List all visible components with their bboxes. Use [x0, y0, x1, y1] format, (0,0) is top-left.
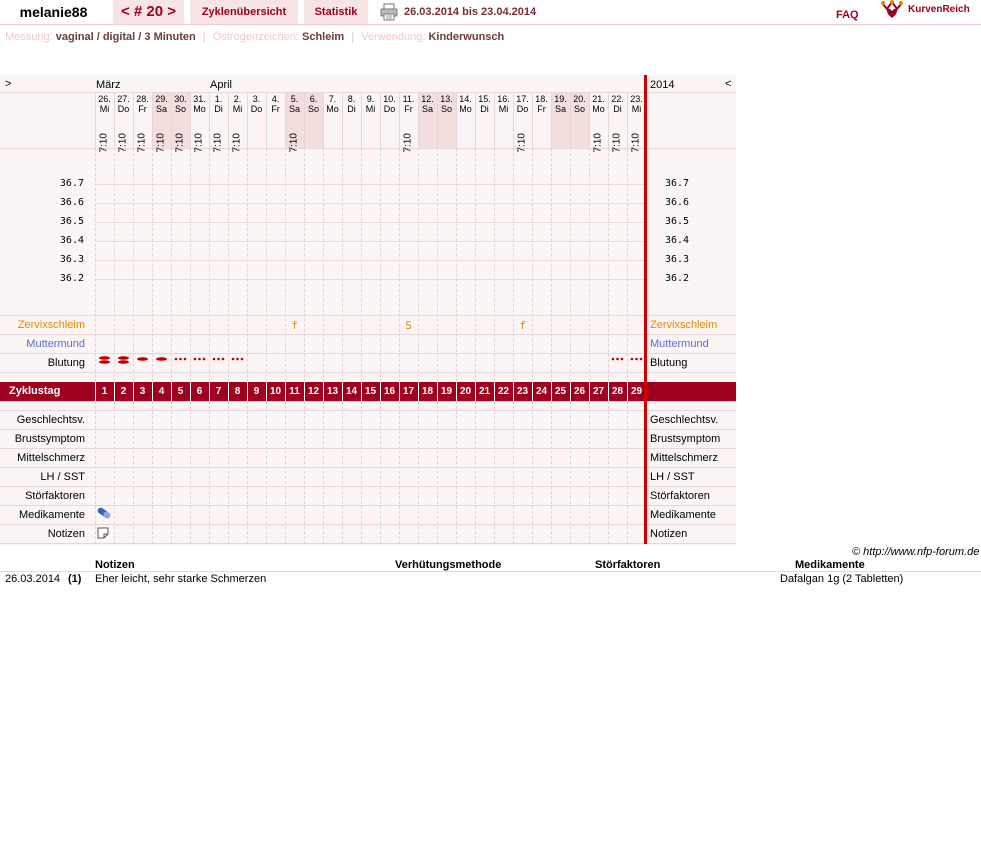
measure-time: 7:10 — [193, 133, 205, 153]
grid-line — [0, 410, 736, 411]
cervix-mark: f — [291, 319, 298, 332]
day-weekday: Mi — [99, 104, 110, 114]
row-label-blutung-right: Blutung — [650, 357, 688, 369]
row-label-brust: Brustsymptom — [14, 433, 85, 445]
day-date: 1. — [214, 94, 223, 104]
day-weekday: Sa — [421, 104, 433, 114]
row-label-cervix-right: Zervixschleim — [650, 319, 718, 331]
day-gridline — [266, 148, 267, 382]
day-weekday: Sa — [288, 104, 300, 114]
day-gridline — [285, 401, 286, 544]
row-label-stoer: Störfaktoren — [25, 490, 85, 502]
day-weekday: Mo — [592, 104, 605, 114]
cycle-day-number: 11 — [289, 386, 300, 397]
day-gridline — [247, 148, 248, 382]
day-date: 31. — [193, 94, 206, 104]
day-date: 3. — [252, 94, 261, 104]
bleeding-mark-spotting — [228, 355, 247, 365]
col-medication: Medikamente — [795, 559, 865, 571]
day-weekday: So — [573, 104, 585, 114]
day-date: 5. — [290, 94, 299, 104]
month-label-2: April — [210, 79, 233, 91]
row-label-notizen: Notizen — [47, 528, 85, 540]
measurement-info: Messung: vaginal / digital / 3 Minuten | Östrogenzeichen: Schleim | Verwendung: Kinderwunsch — [5, 31, 505, 43]
cycle-day-number: 16 — [383, 386, 396, 397]
day-gridline — [247, 401, 248, 544]
row-label-brust-right: Brustsymptom — [650, 433, 721, 445]
day-weekday: Di — [214, 104, 223, 114]
grid-line — [0, 524, 736, 525]
note-icon[interactable] — [97, 527, 110, 539]
day-gridline — [323, 401, 324, 544]
grid-line — [0, 448, 736, 449]
day-date: 4. — [271, 94, 280, 104]
day-gridline — [551, 401, 552, 544]
day-gridline — [304, 148, 305, 382]
row-label-muttermund: Muttermund — [26, 338, 85, 350]
y-tick-label-right: 36.4 — [665, 235, 690, 246]
day-date: 30. — [174, 94, 187, 104]
day-gridline — [589, 401, 590, 544]
day-gridline — [627, 148, 628, 382]
y-tick-label: 36.2 — [59, 273, 84, 284]
grid-line — [0, 353, 736, 354]
day-gridline — [380, 401, 381, 544]
day-gridline — [361, 148, 362, 382]
day-gridline — [209, 401, 210, 544]
row-label-cervix: Zervixschleim — [17, 319, 85, 331]
copyright[interactable]: © http://www.nfp-forum.de — [852, 546, 980, 558]
grid-line — [0, 372, 736, 373]
cycle-day-number: 26 — [573, 386, 586, 397]
day-weekday: So — [440, 104, 452, 114]
day-gridline — [190, 148, 191, 382]
row-label-geschlecht: Geschlechtsv. — [16, 414, 85, 426]
logo-text: KurvenReich — [908, 4, 970, 15]
entry-note: Eher leicht, sehr starke Schmerzen — [95, 573, 267, 585]
day-date: 6. — [309, 94, 318, 104]
temp-grid-line — [95, 279, 646, 280]
day-gridline — [380, 148, 381, 382]
day-gridline — [95, 401, 96, 544]
bleeding-mark-spotting — [608, 355, 627, 365]
col-disturbance: Störfaktoren — [595, 559, 661, 571]
measure-time: 7:10 — [212, 133, 224, 153]
pill-icon[interactable] — [96, 506, 112, 520]
date-range: 26.03.2014 bis 23.04.2014 — [404, 6, 537, 18]
day-gridline — [361, 401, 362, 544]
day-date: 9. — [366, 94, 375, 104]
row-label-medi-right: Medikamente — [650, 509, 717, 521]
cycle-day-number: 8 — [234, 386, 241, 397]
day-gridline — [342, 148, 343, 382]
day-weekday: Sa — [554, 104, 566, 114]
y-tick-label: 36.7 — [59, 178, 84, 189]
top-bar — [0, 0, 981, 25]
cycle-day-number: 13 — [326, 386, 339, 397]
chart-end-line — [644, 75, 647, 382]
printer-icon[interactable] — [380, 3, 398, 21]
grid-line — [0, 486, 736, 487]
day-gridline — [589, 148, 590, 382]
measure-time: 7:10 — [611, 133, 623, 153]
estrogen-value: Schleim — [302, 31, 345, 43]
measure-time: 7:10 — [136, 133, 148, 153]
day-date: 10. — [383, 94, 396, 104]
day-gridline — [114, 148, 115, 382]
day-gridline — [494, 148, 495, 382]
row-label-geschlecht-right: Geschlechtsv. — [650, 414, 719, 426]
day-gridline — [608, 401, 609, 544]
temp-grid-line — [95, 241, 646, 242]
measure-time: 7:10 — [516, 133, 528, 153]
cycle-day-number: 29 — [630, 386, 643, 397]
day-date: 27. — [117, 94, 130, 104]
day-gridline — [532, 148, 533, 382]
y-tick-label-right: 36.3 — [665, 254, 690, 265]
temp-grid-line — [95, 203, 646, 204]
cycle-day-number: 3 — [139, 386, 146, 397]
bleeding-mark-spotting — [171, 355, 190, 365]
usage-label: Verwendung: — [361, 31, 426, 43]
cycle-day-number: 15 — [364, 386, 377, 397]
bleeding-mark-spotting — [209, 355, 228, 365]
cycle-day-number: 17 — [402, 386, 415, 397]
day-gridline — [342, 401, 343, 544]
tab-statistics[interactable]: Statistik — [304, 0, 368, 24]
grid-line — [0, 315, 736, 316]
day-gridline — [532, 401, 533, 544]
day-date: 15. — [478, 94, 491, 104]
y-tick-label-right: 36.7 — [665, 178, 690, 189]
cycle-day-number: 6 — [196, 386, 203, 397]
day-date: 2. — [233, 94, 242, 104]
day-date: 28. — [136, 94, 149, 104]
nav-right[interactable]: < — [725, 78, 732, 90]
tab-cycle-overview[interactable]: Zyklenübersicht — [190, 0, 298, 24]
row-label-stoer-right: Störfaktoren — [650, 490, 710, 502]
day-weekday: Do — [516, 104, 529, 114]
y-tick-label-right: 36.2 — [665, 273, 690, 284]
cycle-day-number: 25 — [554, 386, 567, 397]
day-gridline — [608, 148, 609, 382]
bleeding-mark-medium — [152, 355, 171, 365]
day-date: 8. — [347, 94, 356, 104]
cycle-day-number: 23 — [516, 386, 529, 397]
cycle-day-number: 22 — [497, 386, 510, 397]
day-date: 29. — [155, 94, 168, 104]
day-gridline — [551, 148, 552, 382]
day-date: 11. — [402, 94, 415, 104]
day-gridline — [152, 401, 153, 544]
day-gridline — [114, 401, 115, 544]
y-tick-label-right: 36.5 — [665, 216, 690, 227]
day-gridline — [133, 148, 134, 382]
day-weekday: Do — [383, 104, 396, 114]
measure-time: 7:10 — [174, 133, 186, 153]
day-weekday: Mo — [326, 104, 339, 114]
measure-time: 7:10 — [402, 133, 414, 153]
cycle-chart — [0, 75, 736, 545]
cycle-day-number: 4 — [158, 386, 165, 397]
day-weekday: Mi — [365, 104, 376, 114]
day-date: 12. — [421, 94, 434, 104]
cycle-day-number: 28 — [611, 386, 624, 397]
entry-cycle-day: (1) — [68, 573, 82, 585]
row-label-mittel: Mittelschmerz — [17, 452, 85, 464]
y-tick-label: 36.5 — [59, 216, 84, 227]
faq-link[interactable]: FAQ — [836, 9, 859, 21]
measure-time: 7:10 — [155, 133, 167, 153]
day-date: 22. — [611, 94, 624, 104]
day-gridline — [627, 401, 628, 544]
grid-line — [0, 401, 736, 402]
cervix-mark: S — [405, 319, 412, 332]
day-date: 23. — [630, 94, 643, 104]
y-tick-label: 36.6 — [59, 197, 84, 208]
measure-time: 7:10 — [630, 133, 642, 153]
estrogen-label: Östrogenzeichen: — [212, 31, 299, 43]
temp-grid-line — [95, 184, 646, 185]
day-date: 7. — [328, 94, 337, 104]
row-label-mittel-right: Mittelschmerz — [650, 452, 718, 464]
cycle-day-number: 10 — [269, 386, 282, 397]
temp-grid-line — [95, 260, 646, 261]
day-weekday: Mo — [193, 104, 206, 114]
day-gridline — [570, 148, 571, 382]
year-label: 2014 — [650, 79, 675, 91]
row-label-notizen-right: Notizen — [650, 528, 688, 540]
cervix-mark: f — [519, 319, 526, 332]
y-tick-label: 36.4 — [59, 235, 84, 246]
notes-table-header — [0, 559, 981, 572]
row-label-lh-right: LH / SST — [650, 471, 695, 483]
day-date: 18. — [535, 94, 548, 104]
bleeding-mark-strong — [95, 355, 114, 365]
logo[interactable] — [880, 0, 981, 22]
cycle-day-bar — [0, 382, 736, 401]
day-gridline — [475, 401, 476, 544]
cycle-day-number: 2 — [120, 386, 127, 397]
day-gridline — [133, 401, 134, 544]
day-gridline — [437, 401, 438, 544]
grid-line — [0, 543, 736, 544]
usage-value: Kinderwunsch — [428, 31, 505, 43]
day-weekday: Do — [250, 104, 263, 114]
username[interactable]: melanie88 — [19, 4, 88, 20]
day-date: 16. — [497, 94, 510, 104]
cycle-day-number: 1 — [101, 386, 108, 397]
day-weekday: So — [174, 104, 186, 114]
day-date: 26. — [98, 94, 111, 104]
day-weekday: Mi — [232, 104, 243, 114]
measure-time: 7:10 — [117, 133, 129, 153]
bleeding-mark-medium — [133, 355, 152, 365]
day-gridline — [323, 148, 324, 382]
cycle-day-number: 24 — [535, 386, 548, 397]
grid-line — [0, 334, 736, 335]
day-gridline — [399, 401, 400, 544]
day-weekday: Mi — [498, 104, 509, 114]
cycle-day-number: 19 — [440, 386, 453, 397]
cycle-day-number: 14 — [345, 386, 358, 397]
day-gridline — [190, 401, 191, 544]
cycle-day-number: 12 — [307, 386, 320, 397]
day-gridline — [285, 148, 286, 382]
day-gridline — [171, 401, 172, 544]
day-weekday: Mo — [459, 104, 472, 114]
col-contraception: Verhütungsmethode — [395, 559, 502, 571]
grid-line — [0, 429, 736, 430]
bleeding-mark-strong — [114, 355, 133, 365]
cycle-day-number: 27 — [592, 386, 605, 397]
day-gridline — [418, 401, 419, 544]
day-gridline — [456, 401, 457, 544]
day-weekday: Di — [613, 104, 622, 114]
day-gridline — [228, 401, 229, 544]
day-gridline — [418, 148, 419, 382]
day-gridline — [437, 148, 438, 382]
day-gridline — [494, 401, 495, 544]
nav-left[interactable]: > — [5, 78, 12, 90]
measure-label: Messung: — [5, 31, 53, 43]
cycle-day-number: 7 — [215, 386, 222, 397]
y-tick-label-right: 36.6 — [665, 197, 690, 208]
row-label-lh: LH / SST — [40, 471, 85, 483]
day-weekday: Fr — [404, 104, 413, 114]
measure-time: 7:10 — [592, 133, 604, 153]
day-weekday: Fr — [138, 104, 147, 114]
row-label-zyklustag: Zyklustag — [9, 385, 61, 397]
crown-heart-icon — [880, 0, 904, 20]
day-date: 17. — [516, 94, 529, 104]
measure-time: 7:10 — [288, 133, 300, 153]
day-gridline — [228, 148, 229, 382]
cycle-day-number: 18 — [421, 386, 434, 397]
day-weekday: Di — [480, 104, 489, 114]
day-date: 13. — [440, 94, 453, 104]
row-label-muttermund-right: Muttermund — [650, 338, 709, 350]
day-gridline — [171, 148, 172, 382]
day-weekday: Mi — [631, 104, 642, 114]
measure-time: 7:10 — [231, 133, 243, 153]
day-gridline — [399, 148, 400, 382]
entry-date: 26.03.2014 — [5, 573, 61, 585]
row-label-blutung: Blutung — [47, 357, 85, 369]
entry-medication: Dafalgan 1g (2 Tabletten) — [780, 573, 904, 585]
day-date: 20. — [573, 94, 586, 104]
day-date: 21. — [592, 94, 605, 104]
day-gridline — [475, 148, 476, 382]
cycle-nav[interactable]: < # 20 > — [113, 0, 184, 24]
day-gridline — [152, 148, 153, 382]
y-tick-label: 36.3 — [59, 254, 84, 265]
cycle-day-number: 5 — [177, 386, 184, 397]
grid-line — [0, 92, 736, 93]
bleeding-mark-spotting — [190, 355, 209, 365]
month-label-1: März — [96, 79, 121, 91]
day-weekday: Fr — [271, 104, 280, 114]
bleeding-mark-spotting — [627, 355, 646, 365]
col-notes: Notizen — [95, 559, 135, 571]
day-date: 14. — [459, 94, 472, 104]
day-weekday: Sa — [155, 104, 167, 114]
temp-grid-line — [95, 222, 646, 223]
day-gridline — [266, 401, 267, 544]
day-gridline — [304, 401, 305, 544]
cycle-day-number: 21 — [478, 386, 491, 397]
day-weekday: Do — [117, 104, 130, 114]
measure-value: vaginal / digital / 3 Minuten — [55, 31, 196, 43]
day-gridline — [513, 401, 514, 544]
grid-line — [0, 467, 736, 468]
day-weekday: So — [307, 104, 319, 114]
measure-time: 7:10 — [98, 133, 110, 153]
day-weekday: Di — [347, 104, 356, 114]
day-gridline — [456, 148, 457, 382]
cycle-day-number: 20 — [459, 386, 472, 397]
day-weekday: Fr — [537, 104, 546, 114]
chart-end-line — [644, 382, 647, 401]
row-label-medi: Medikamente — [18, 509, 85, 521]
day-gridline — [209, 148, 210, 382]
day-gridline — [513, 148, 514, 382]
day-gridline — [570, 401, 571, 544]
cycle-day-number: 9 — [253, 386, 260, 397]
chart-end-line — [644, 401, 647, 544]
day-gridline — [95, 148, 96, 382]
day-date: 19. — [554, 94, 567, 104]
